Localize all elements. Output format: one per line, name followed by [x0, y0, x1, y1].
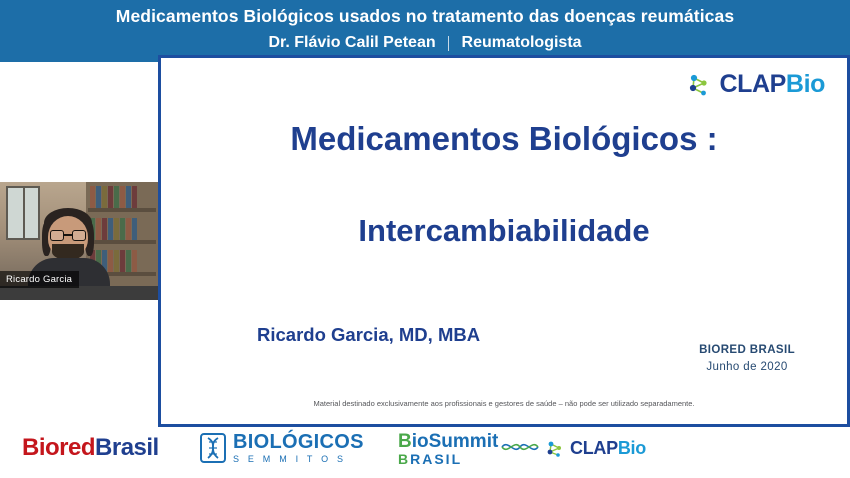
- dna-shield-icon: [200, 433, 226, 463]
- biosummit-io: io: [411, 431, 429, 452]
- biosummit-b1: B: [398, 431, 412, 452]
- slide-brand-logo: [686, 70, 825, 99]
- presentation-banner: [0, 0, 850, 62]
- clapbio-footer-bio: Bio: [617, 438, 646, 458]
- slide-organization: BIORED BRASIL: [699, 344, 795, 356]
- banner-speaker-name: Dr. Flávio Calil Petean: [268, 34, 436, 51]
- biored-word-biored: Biored: [22, 434, 96, 461]
- banner-separator: [448, 36, 449, 51]
- biosummit-line-2: [398, 451, 498, 467]
- slide-date: Junho de 2020: [706, 361, 788, 373]
- sem-mitos-word: S E M M I T O S: [233, 454, 347, 464]
- slide-title-line-1: Medicamentos Biológicos :: [290, 120, 718, 157]
- glasses-icon: [50, 230, 86, 241]
- presentation-slide[interactable]: [158, 55, 850, 427]
- biologicos-word: BIOLÓGICOS: [233, 431, 364, 453]
- dna-strip-icon: [500, 438, 544, 461]
- participant-name-badge: Ricardo Garcia: [0, 271, 79, 288]
- logo-clapbio: [545, 438, 646, 459]
- slide-disclaimer: Material destinado exclusivamente aos profissionais e gestores de saúde – não pode ser utilizado separadamente.: [313, 399, 695, 408]
- biosummit-line-1: [398, 432, 498, 451]
- clapbio-wordmark: [719, 70, 825, 99]
- webcam-tile[interactable]: [0, 182, 158, 300]
- banner-subtitle: [0, 33, 850, 53]
- clapbio-molecule-icon: [686, 72, 712, 98]
- clapbio-word-bio: Bio: [785, 70, 825, 98]
- slide-title-line-2: Intercambiabilidade: [358, 213, 650, 248]
- banner-title: Medicamentos Biológicos usados no tratamento das doenças reumáticas: [115, 6, 735, 26]
- logo-biosummit-brasil: [398, 432, 544, 467]
- clapbio-word-clap: CLAP: [719, 70, 786, 98]
- slide-organization-block: [699, 342, 795, 376]
- sponsor-logo-bar: [0, 426, 850, 478]
- slide-author: Ricardo Garcia, MD, MBA: [257, 324, 481, 345]
- biored-word-brasil: Brasil: [95, 434, 159, 461]
- window-decor: [6, 186, 40, 240]
- clapbio-footer-clap: CLAP: [570, 438, 618, 458]
- logo-biologicos-sem-mitos: [200, 432, 364, 464]
- banner-speaker-role: Reumatologista: [461, 34, 582, 51]
- biosummit-b2: B: [398, 451, 411, 467]
- clapbio-molecule-icon: [545, 439, 565, 459]
- biosummit-rasil: RASIL: [410, 451, 463, 467]
- logo-biored-brasil: [22, 434, 159, 462]
- biosummit-summit: Summit: [428, 431, 499, 452]
